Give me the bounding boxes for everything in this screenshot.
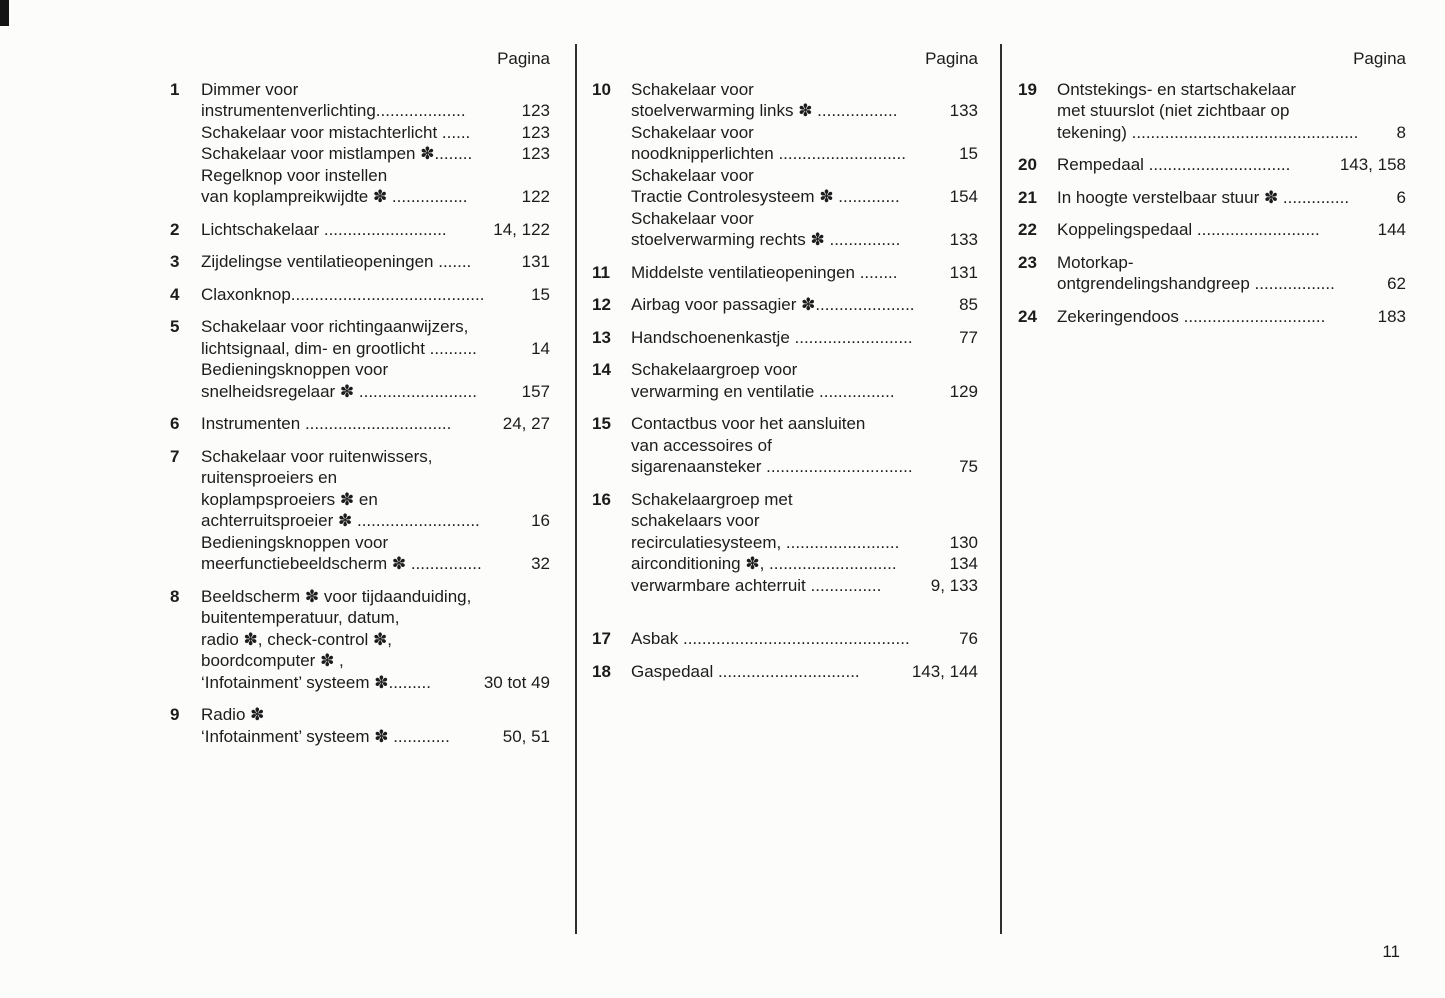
index-entry-10 <box>592 79 978 251</box>
entry-line <box>201 165 550 187</box>
entry-text: Radio ✽ <box>201 705 265 724</box>
index-entry-18 <box>592 661 978 683</box>
entry-page-ref: 143, 144 <box>911 661 978 681</box>
column-1-entries <box>170 79 550 748</box>
entry-text: lichtsignaal, dim- en grootlicht .......... <box>201 338 477 358</box>
entry-line <box>631 79 978 101</box>
entry-page-ref: 123 <box>521 122 550 142</box>
entry-lines <box>1057 252 1406 295</box>
entry-page-ref: 143, 158 <box>1339 155 1406 174</box>
entry-line <box>201 586 550 608</box>
entry-line <box>201 284 550 306</box>
entry-text: Koppelingspedaal .......................... <box>1057 220 1320 239</box>
entry-page-ref: 122 <box>521 187 550 206</box>
index-entry-9 <box>170 704 550 747</box>
index-entry-8 <box>170 586 550 694</box>
entry-page-ref: 62 <box>1387 274 1406 293</box>
entry-lines <box>201 251 550 273</box>
entry-page-ref: 77 <box>959 327 978 347</box>
entry-page-ref: 133 <box>949 230 978 249</box>
index-entry-4 <box>170 284 550 306</box>
entry-text: Bedieningsknoppen voor <box>201 532 389 552</box>
entry-line <box>631 262 978 284</box>
entry-line <box>201 219 550 241</box>
entry-line <box>1057 122 1406 144</box>
entry-text: Zijdelingse ventilatieopeningen ....... <box>201 252 472 271</box>
entry-text: In hoogte verstelbaar stuur ✽ .............. <box>1057 187 1350 207</box>
entry-lines <box>201 704 550 747</box>
index-entry-16 <box>592 489 978 597</box>
entry-text: met stuurslot (niet zichtbaar op <box>1057 101 1290 120</box>
entry-number: 21 <box>1018 187 1037 207</box>
entry-text: Schakelaar voor richtingaanwijzers, <box>201 317 469 336</box>
entry-page-ref: 50, 51 <box>502 726 550 746</box>
entry-number: 2 <box>170 219 180 239</box>
entry-text: Schakelaargroep voor <box>631 360 798 379</box>
entry-line <box>631 327 978 349</box>
entry-line <box>201 650 550 672</box>
entry-line <box>631 510 978 532</box>
entry-text: van accessoires of <box>631 435 772 455</box>
entry-line <box>201 100 550 122</box>
entry-line <box>201 251 550 273</box>
entry-line <box>201 467 550 489</box>
index-entry-21 <box>1018 187 1406 209</box>
entry-line <box>1057 219 1406 241</box>
entry-text: Ontstekings- en startschakelaar <box>1057 79 1297 99</box>
entry-text: Asbak ................................................ <box>631 629 910 648</box>
entry-lines <box>201 79 550 208</box>
index-entry-2 <box>170 219 550 241</box>
entry-text: achterruitsproeier ✽ .......................... <box>201 511 480 530</box>
entry-number: 5 <box>170 317 180 336</box>
entry-line <box>1057 306 1406 328</box>
entry-line <box>631 359 978 381</box>
entry-line <box>201 79 550 101</box>
entry-page-ref: 14, 122 <box>493 219 550 239</box>
entry-page-ref: 30 tot 49 <box>483 672 550 692</box>
entry-page-ref: 183 <box>1377 306 1406 326</box>
index-entry-13 <box>592 327 978 349</box>
entry-page-ref: 134 <box>949 554 978 573</box>
entry-text: van koplampreikwijdte ✽ ................ <box>201 187 468 206</box>
entry-line <box>631 532 978 554</box>
entry-number: 13 <box>592 327 611 347</box>
entry-text: Instrumenten ............................... <box>201 414 452 433</box>
entry-line <box>1057 273 1406 295</box>
entry-number: 1 <box>170 79 180 99</box>
entry-page-ref: 75 <box>959 457 978 476</box>
entry-line <box>201 338 550 360</box>
entry-text: Regelknop voor instellen <box>201 165 388 185</box>
entry-line <box>201 122 550 144</box>
entry-page-ref: 15 <box>959 144 978 163</box>
entry-lines <box>1057 79 1406 144</box>
index-entry-3 <box>170 251 550 273</box>
index-entry-22 <box>1018 219 1406 241</box>
entry-page-ref: 6 <box>1396 187 1406 207</box>
column-2-entries <box>592 79 978 683</box>
entry-page-ref: 14 <box>531 338 550 358</box>
index-column-2 <box>592 48 978 693</box>
entry-lines <box>1057 154 1406 176</box>
entry-text: Dimmer voor <box>201 79 299 99</box>
entry-number: 19 <box>1018 79 1037 99</box>
entry-number: 22 <box>1018 220 1037 239</box>
entry-page-ref: 131 <box>521 252 550 271</box>
entry-lines <box>631 413 978 478</box>
index-entry-11 <box>592 262 978 284</box>
entry-lines <box>201 413 550 435</box>
entry-number: 16 <box>592 489 611 509</box>
entry-text: Zekeringendoos .............................. <box>1057 306 1326 326</box>
entry-text: stoelverwarming links ✽ ................. <box>631 101 898 120</box>
entry-line <box>201 510 550 532</box>
entry-page-ref: 123 <box>521 101 550 120</box>
index-entry-5 <box>170 316 550 402</box>
entry-lines <box>1057 219 1406 241</box>
entry-page-ref: 16 <box>531 511 550 530</box>
entry-text: Airbag voor passagier ✽..................... <box>631 295 915 314</box>
entry-text: airconditioning ✽, ........................... <box>631 554 897 573</box>
entry-lines <box>201 446 550 575</box>
entry-line <box>631 229 978 251</box>
entry-lines <box>1057 187 1406 209</box>
entry-text: Schakelaar voor <box>631 79 754 99</box>
entry-page-ref: 15 <box>531 284 550 304</box>
entry-page-ref: 129 <box>949 381 978 401</box>
entry-text: Schakelaar voor mistachterlicht ...... <box>201 122 471 142</box>
entry-page-ref: 85 <box>959 295 978 314</box>
entry-line <box>1057 100 1406 122</box>
entry-text: recirculatiesysteem, ........................ <box>631 532 900 552</box>
entry-line <box>631 413 978 435</box>
entry-number: 6 <box>170 414 180 433</box>
entry-text: ‘Infotainment’ systeem ✽ ............ <box>201 726 450 746</box>
entry-text: Bedieningsknoppen voor <box>201 360 389 379</box>
entry-line <box>201 672 550 694</box>
entry-lines <box>631 661 978 683</box>
column-3-entries <box>1018 79 1406 328</box>
entry-page-ref: 157 <box>521 381 550 401</box>
entry-text: Tractie Controlesysteem ✽ ............. <box>631 187 900 206</box>
entry-text: ruitensproeiers en <box>201 468 338 487</box>
entry-lines <box>631 79 978 251</box>
entry-line <box>201 629 550 651</box>
entry-text: boordcomputer ✽ , <box>201 651 344 670</box>
entry-line <box>631 435 978 457</box>
entry-number: 11 <box>592 262 610 282</box>
entry-line <box>201 607 550 629</box>
scan-edge-artifact <box>0 0 9 26</box>
index-entry-6 <box>170 413 550 435</box>
index-entry-17 <box>592 628 978 650</box>
entry-lines <box>631 489 978 597</box>
index-entry-15 <box>592 413 978 478</box>
entry-page-ref: 130 <box>949 532 978 552</box>
entry-text: instrumentenverlichting................... <box>201 101 466 120</box>
entry-text: Schakelaar voor <box>631 122 754 142</box>
entry-page-ref: 32 <box>531 554 550 573</box>
entry-line <box>201 489 550 511</box>
entry-line <box>631 294 978 316</box>
entry-page-ref: 24, 27 <box>502 414 550 433</box>
entry-line <box>631 575 978 597</box>
entry-lines <box>201 284 550 306</box>
entry-line <box>631 122 978 144</box>
entry-text: Gaspedaal .............................. <box>631 661 860 681</box>
index-entry-12 <box>592 294 978 316</box>
entry-line <box>1057 79 1406 101</box>
entry-text: Middelste ventilatieopeningen ........ <box>631 262 898 282</box>
entry-text: sigarenaansteker ............................... <box>631 457 913 476</box>
entry-text: buitentemperatuur, datum, <box>201 608 400 627</box>
entry-line <box>201 381 550 403</box>
entry-text: ‘Infotainment’ systeem ✽......... <box>201 672 431 692</box>
entry-line <box>631 186 978 208</box>
entry-number: 20 <box>1018 155 1037 174</box>
index-entry-20 <box>1018 154 1406 176</box>
entry-number: 24 <box>1018 306 1037 326</box>
entry-text: tekening) ................................................ <box>1057 122 1359 142</box>
entry-text: Schakelaar voor <box>631 208 754 228</box>
entry-line <box>201 359 550 381</box>
entry-line <box>631 628 978 650</box>
index-entry-24 <box>1018 306 1406 328</box>
entry-text: Schakelaar voor ruitenwissers, <box>201 446 433 466</box>
entry-line <box>201 704 550 726</box>
entry-line <box>631 661 978 683</box>
entry-text: Schakelaar voor <box>631 165 754 185</box>
entry-line <box>1057 187 1406 209</box>
entry-line <box>201 553 550 575</box>
entry-text: Schakelaar voor mistlampen ✽........ <box>201 144 473 163</box>
entry-lines <box>631 359 978 402</box>
entry-number: 15 <box>592 414 611 433</box>
entry-line <box>201 726 550 748</box>
index-entry-14 <box>592 359 978 402</box>
entry-line <box>201 446 550 468</box>
entry-lines <box>631 327 978 349</box>
entry-lines <box>201 586 550 694</box>
entry-lines <box>631 628 978 650</box>
entry-number: 14 <box>592 360 611 379</box>
entry-text: Handschoenenkastje ......................... <box>631 327 913 347</box>
entry-lines <box>631 294 978 316</box>
entry-line <box>631 456 978 478</box>
column-divider-1 <box>575 44 577 934</box>
entry-number: 10 <box>592 79 611 99</box>
entry-line <box>631 553 978 575</box>
entry-line <box>201 143 550 165</box>
entry-number: 7 <box>170 446 180 466</box>
column-divider-2 <box>1000 44 1002 934</box>
entry-text: Contactbus voor het aansluiten <box>631 414 866 433</box>
entry-line <box>1057 154 1406 176</box>
column-1-pagina-header: Pagina <box>497 49 550 68</box>
entry-text: noodknipperlichten ........................... <box>631 144 906 163</box>
entry-text: Rempedaal .............................. <box>1057 155 1291 174</box>
entry-text: Motorkap- <box>1057 252 1134 272</box>
index-column-1 <box>170 48 550 758</box>
entry-lines <box>201 316 550 402</box>
entry-number: 3 <box>170 252 180 271</box>
entry-page-ref: 154 <box>949 187 978 206</box>
entry-text: meerfunctiebeeldscherm ✽ ............... <box>201 554 482 573</box>
entry-text: snelheidsregelaar ✽ ......................... <box>201 381 477 401</box>
entry-page-ref: 131 <box>949 262 978 282</box>
entry-line <box>201 413 550 435</box>
entry-page-ref: 123 <box>521 144 550 163</box>
entry-line <box>631 100 978 122</box>
entry-number: 4 <box>170 284 180 304</box>
entry-line <box>631 143 978 165</box>
entry-lines <box>631 262 978 284</box>
entry-line <box>631 165 978 187</box>
entry-page-ref: 76 <box>959 629 978 648</box>
index-entry-23 <box>1018 252 1406 295</box>
entry-line <box>201 316 550 338</box>
index-entry-1 <box>170 79 550 208</box>
page-number: 11 <box>1382 942 1400 961</box>
entry-text: koplampsproeiers ✽ en <box>201 489 378 509</box>
entry-text: stoelverwarming rechts ✽ ............... <box>631 230 901 249</box>
entry-lines <box>1057 306 1406 328</box>
entry-line <box>631 489 978 511</box>
entry-number: 9 <box>170 705 180 724</box>
entry-text: Beeldscherm ✽ voor tijdaanduiding, <box>201 586 472 606</box>
entry-number: 8 <box>170 586 180 606</box>
entry-lines <box>201 219 550 241</box>
index-column-3 <box>1018 48 1406 338</box>
entry-text: schakelaars voor <box>631 511 760 530</box>
entry-number: 23 <box>1018 252 1037 272</box>
entry-line <box>201 186 550 208</box>
entry-line <box>1057 252 1406 274</box>
entry-text: Lichtschakelaar .......................... <box>201 219 447 239</box>
entry-line <box>631 381 978 403</box>
entry-number: 18 <box>592 661 611 681</box>
entry-number: 17 <box>592 629 611 648</box>
column-3-pagina-header: Pagina <box>1353 49 1406 68</box>
entry-text: verwarming en ventilatie ................ <box>631 381 895 401</box>
entry-text: Claxonknop......................................... <box>201 284 485 304</box>
entry-page-ref: 8 <box>1396 122 1406 142</box>
entry-text: Schakelaargroep met <box>631 489 793 509</box>
column-2-pagina-header: Pagina <box>925 49 978 68</box>
index-entry-19 <box>1018 79 1406 144</box>
entry-text: ontgrendelingshandgreep ................. <box>1057 274 1335 293</box>
entry-line <box>631 208 978 230</box>
entry-page-ref: 9, 133 <box>930 575 978 595</box>
entry-page-ref: 133 <box>949 101 978 120</box>
index-entry-7 <box>170 446 550 575</box>
entry-line <box>201 532 550 554</box>
entry-page-ref: 144 <box>1377 220 1406 239</box>
entry-number: 12 <box>592 295 611 314</box>
entry-text: verwarmbare achterruit ............... <box>631 575 882 595</box>
entry-text: radio ✽, check-control ✽, <box>201 629 393 649</box>
